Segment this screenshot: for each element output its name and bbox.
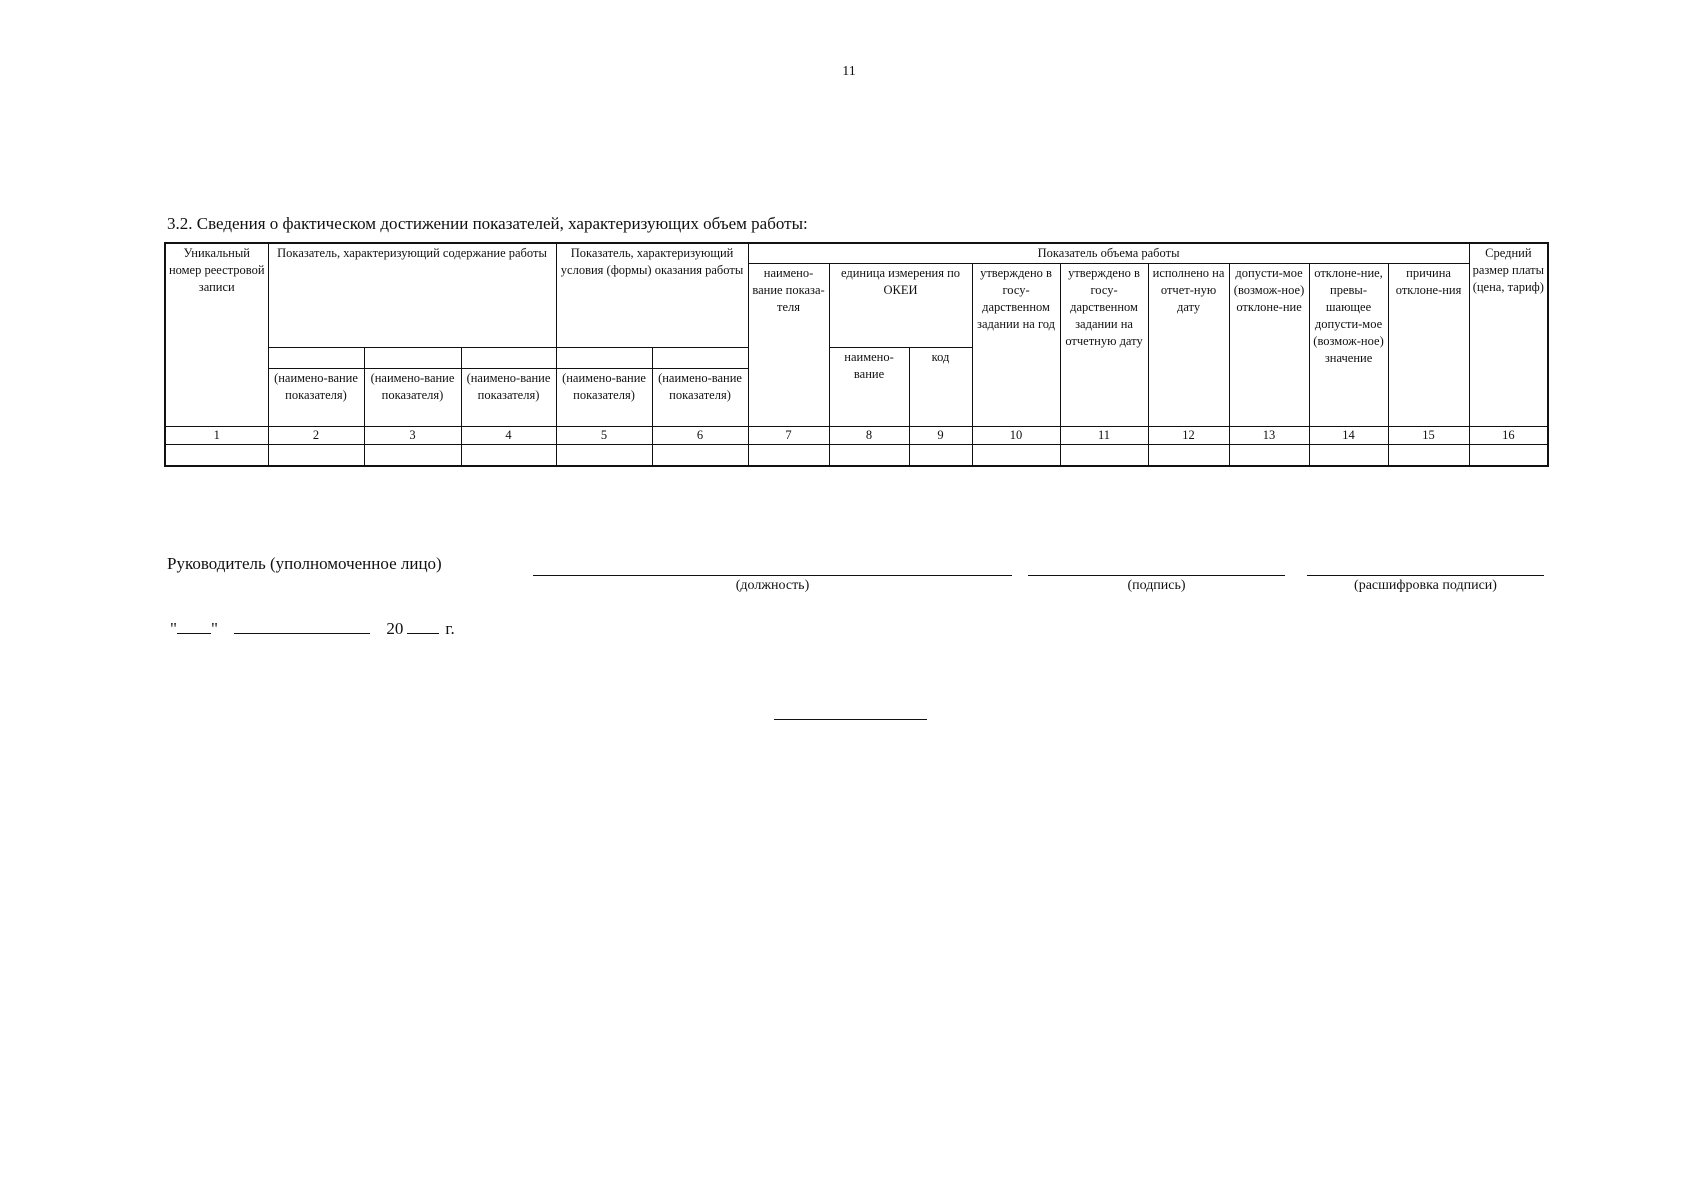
header-approved-date: утверждено в госу-дарственном задании на отчетную дату	[1060, 264, 1148, 427]
header-approved-year: утверждено в госу-дарственном задании на год	[972, 264, 1060, 427]
data-cell	[748, 445, 829, 467]
data-cell	[268, 445, 364, 467]
date-line	[170, 617, 455, 639]
content-param-name-1: (наимено-вание показателя)	[268, 369, 364, 427]
condition-param-name-1: (наимено-вание показателя)	[556, 369, 652, 427]
data-cell	[1469, 445, 1548, 467]
signature-line	[1028, 575, 1285, 576]
content-param-value-1	[268, 348, 364, 369]
signature-decoding-caption: (расшифровка подписи)	[1354, 578, 1497, 593]
column-number: 6	[652, 427, 748, 445]
column-number: 7	[748, 427, 829, 445]
column-number: 16	[1469, 427, 1548, 445]
data-cell	[829, 445, 909, 467]
content-param-value-2	[364, 348, 461, 369]
data-cell	[652, 445, 748, 467]
content-param-value-3	[461, 348, 556, 369]
column-number: 12	[1148, 427, 1229, 445]
content-param-name-2: (наимено-вание показателя)	[364, 369, 461, 427]
condition-param-name-2: (наимено-вание показателя)	[652, 369, 748, 427]
header-indicator-name: наимено-вание показа-теля	[748, 264, 829, 427]
header-okei-unit: единица измерения по ОКЕИ	[829, 264, 972, 348]
month-blank	[234, 617, 370, 634]
signature-decoding-line	[1307, 575, 1544, 576]
position-caption: (должность)	[735, 578, 810, 593]
end-separator-line	[774, 719, 927, 720]
header-conditions-indicator: Показатель, характеризующий условия (формы) оказания работы	[556, 243, 748, 348]
column-number: 15	[1388, 427, 1469, 445]
condition-param-value-2	[652, 348, 748, 369]
data-cell	[1060, 445, 1148, 467]
signature-caption: (подпись)	[1127, 578, 1186, 593]
date-open-quote: "	[170, 619, 177, 638]
year-suffix: г.	[445, 619, 455, 638]
header-volume-indicator: Показатель объема работы	[748, 243, 1469, 264]
data-cell	[165, 445, 268, 467]
year-blank	[407, 617, 439, 634]
condition-param-value-1	[556, 348, 652, 369]
column-number: 10	[972, 427, 1060, 445]
section-title: 3.2. Сведения о фактическом достижении показателей, характеризующих объем работы:	[167, 214, 808, 233]
data-row	[165, 445, 1548, 467]
column-number: 4	[461, 427, 556, 445]
signatory-label: Руководитель (уполномоченное лицо)	[167, 554, 442, 573]
header-executed-date: исполнено на отчет-ную дату	[1148, 264, 1229, 427]
column-number: 13	[1229, 427, 1309, 445]
column-number: 8	[829, 427, 909, 445]
header-deviation-reason: причина отклоне-ния	[1388, 264, 1469, 427]
data-cell	[1309, 445, 1388, 467]
header-content-indicator: Показатель, характеризующий содержание работы	[268, 243, 556, 348]
content-param-name-3: (наимено-вание показателя)	[461, 369, 556, 427]
day-blank	[177, 617, 211, 634]
column-number: 9	[909, 427, 972, 445]
column-number: 1	[165, 427, 268, 445]
column-number: 2	[268, 427, 364, 445]
header-allowed-deviation: допусти-мое (возмож-ное) отклоне-ние	[1229, 264, 1309, 427]
data-cell	[1148, 445, 1229, 467]
header-okei-code: код	[909, 348, 972, 427]
column-number: 11	[1060, 427, 1148, 445]
data-cell	[556, 445, 652, 467]
data-cell	[909, 445, 972, 467]
date-close-quote: "	[210, 619, 218, 638]
data-cell	[972, 445, 1060, 467]
header-okei-name: наимено-вание	[829, 348, 909, 427]
data-cell	[1388, 445, 1469, 467]
year-prefix: 20	[386, 619, 404, 638]
header-unique-number: Уникальный номер реестровой записи	[165, 243, 268, 427]
work-volume-table	[164, 242, 1549, 467]
data-cell	[364, 445, 461, 467]
column-number: 3	[364, 427, 461, 445]
column-number: 5	[556, 427, 652, 445]
data-cell	[1229, 445, 1309, 467]
header-row-1	[165, 243, 1548, 264]
data-cell	[461, 445, 556, 467]
column-number: 14	[1309, 427, 1388, 445]
page-number: 11	[842, 64, 856, 79]
header-deviation-exceeding: отклоне-ние, превы-шающее допусти-мое (возмож-ное) значение	[1309, 264, 1388, 427]
column-number-row	[165, 427, 1548, 445]
header-average-fee: Средний размер платы (цена, тариф)	[1469, 243, 1548, 427]
position-line	[533, 575, 1012, 576]
